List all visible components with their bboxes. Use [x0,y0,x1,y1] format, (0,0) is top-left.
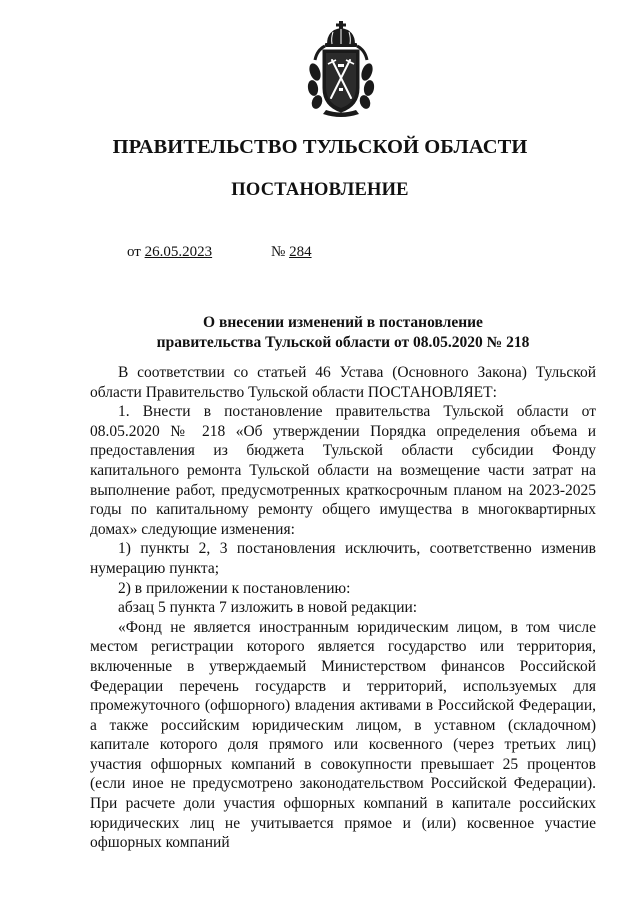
subject-line: О внесении изменений в постановление [203,314,483,331]
document-body [90,363,596,853]
document-date-line [127,244,212,261]
body-paragraph: В соответствии со статьей 46 Устава (Основного Закона) Тульской области Правительство Тульской области ПОСТАНОВЛЯЕТ: [90,364,596,401]
subject-line: правительства Тульской области от 08.05.2020 № 218 [156,334,530,351]
document-number: 284 [289,244,312,260]
number-prefix: № [271,244,290,260]
document-type-heading: ПОСТАНОВЛЕНИЕ [231,180,409,200]
date-prefix: от [127,244,145,260]
coat-of-arms-icon [301,20,381,120]
body-paragraph: «Фонд не является иностранным юридическим лицом, в том числе местом регистрации которого является государство или территория, включенные в утверждаемый Министерством финансов Российской Федерации перечень государств и территорий, используемых для промежуточного (офшорного) владения активами в Российской Федерации, а также российским юридическим лицом, в уставном (складочном) капитале которого доля прямого или косвенного (через третьих лиц) участия офшорных компаний в совокупности превышает 25 процентов (если иное не предусмотрено законодательством Российской Федерации). При расчете доли участия офшорных компаний в капитале российских юридических лиц не учитывается прямое и (или) косвенное участие офшорных компаний [90,618,596,852]
body-paragraph: 1) пункты 2, 3 постановления исключить, соответственно изменив нумерацию пункта; [90,540,596,577]
document-date: 26.05.2023 [144,244,213,260]
document-number-line [271,244,312,261]
document-subject [90,313,596,353]
body-paragraph: абзац 5 пункта 7 изложить в новой редакции: [118,599,418,617]
body-paragraph: 2) в приложении к постановлению: [118,579,351,597]
organization-title: ПРАВИТЕЛЬСТВО ТУЛЬСКОЙ ОБЛАСТИ [112,136,528,158]
body-paragraph: 1. Внести в постановление правительства Тульской области от 08.05.2020 № 218 «Об утверждении Порядка определения объема и предоставления из бюджета Тульской области субсидии Фонду капитального ремонта Тульской области на возмещение части затрат на выполнение работ, предусмотренных краткосрочным планом на 2023-2025 годы по капитальному ремонту общего имущества в многоквартирных домах» следующие изменения: [90,403,596,538]
